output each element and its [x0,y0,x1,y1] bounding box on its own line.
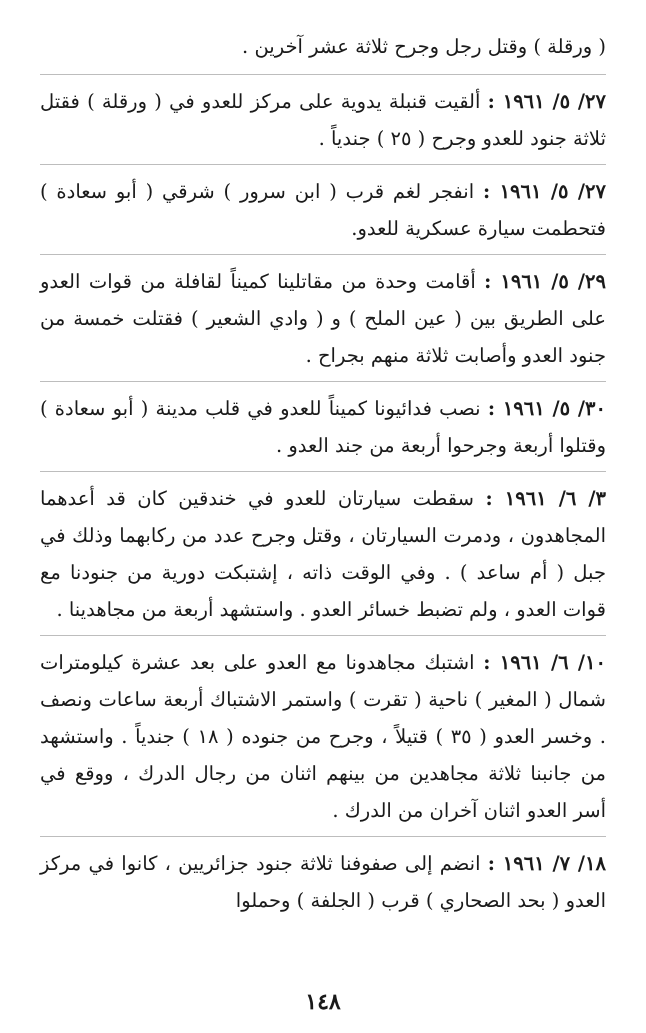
entry-date: ٢٧/ ٥/ ١٩٦١ : [482,180,606,203]
entry-text: انضم إلى صفوفنا ثلاثة جنود جزائريين ، كانوا في مركز العدو ( بحد الصحاري ) قرب ( الجلفة ) وحملوا [40,852,606,912]
entry-text: اشتبك مجاهدونا مع العدو على بعد عشرة كيلومترات شمال ( المغير ) ناحية ( تقرت ) واستمر الاشتباك أربعة ساعات ونصف . وخسر العدو ( ٣٥ ) قتيلاً ، وجرح من جنوده ( ١٨ ) جندياً . واستشهد من جانبنا ثلاثة مجاهدين من بينهم اثنان من رجال الدرك ، ووقع في أسر العدو اثنان آخران من الدرك . [40,651,606,822]
entry-5 [40,472,606,636]
entry-paragraph [40,644,606,829]
entry-4 [40,382,606,472]
lead-paragraph: ( ورقلة ) وقتل رجل وجرح ثلاثة عشر آخرين . [40,28,606,75]
entry-text: ألقيت قنبلة يدوية على مركز للعدو في ( ورقلة ) فقتل ثلاثة جنود للعدو وجرح ( ٢٥ ) جندياً . [40,90,606,150]
entry-paragraph [40,83,606,157]
page-number: ١٤٨ [305,989,341,1015]
entry-date: ٣٠/ ٥/ ١٩٦١ : [487,397,606,420]
entry-text: سقطت سيارتان للعدو في خندقين كان قد أعدهما المجاهدون ، ودمرت السيارتان ، وقتل وجرح عدد من ركابهما وذلك في جبل ( أم ساعد ) . وفي الوقت ذاته ، إشتبكت دورية من جنودنا مع قوات العدو ، ولم تضبط خسائر العدو . واستشهد أربعة من مجاهدينا . [40,487,606,621]
entry-3 [40,255,606,382]
entry-2 [40,165,606,255]
entry-paragraph [40,173,606,247]
document-page [40,28,606,926]
entry-1 [40,75,606,165]
entry-date: ١٨/ ٧/ ١٩٦١ : [487,852,606,875]
entry-date: ٣/ ٦/ ١٩٦١ : [485,487,606,510]
entry-date: ١٠/ ٦/ ١٩٦١ : [483,651,606,674]
entry-paragraph [40,480,606,628]
entry-paragraph [40,263,606,374]
entry-paragraph [40,845,606,919]
entry-text: انفجر لغم قرب ( ابن سرور ) شرقي ( أبو سعادة ) فتحطمت سيارة عسكرية للعدو. [40,180,606,240]
entry-date: ٢٧/ ٥/ ١٩٦١ : [487,90,606,113]
entry-text: أقامت وحدة من مقاتلينا كميناً لقافلة من قوات العدو على الطريق بين ( عين الملح ) و ( وادي الشعير ) فقتلت خمسة من جنود العدو وأصابت ثلاثة منهم بجراح . [40,270,606,367]
entry-date: ٢٩/ ٥/ ١٩٦١ : [484,270,606,293]
entry-6 [40,636,606,837]
entry-paragraph [40,390,606,464]
entry-text: نصب فدائيونا كميناً للعدو في قلب مدينة ( أبو سعادة ) وقتلوا أربعة وجرحوا أربعة من جند العدو . [40,397,606,457]
entry-7 [40,837,606,926]
